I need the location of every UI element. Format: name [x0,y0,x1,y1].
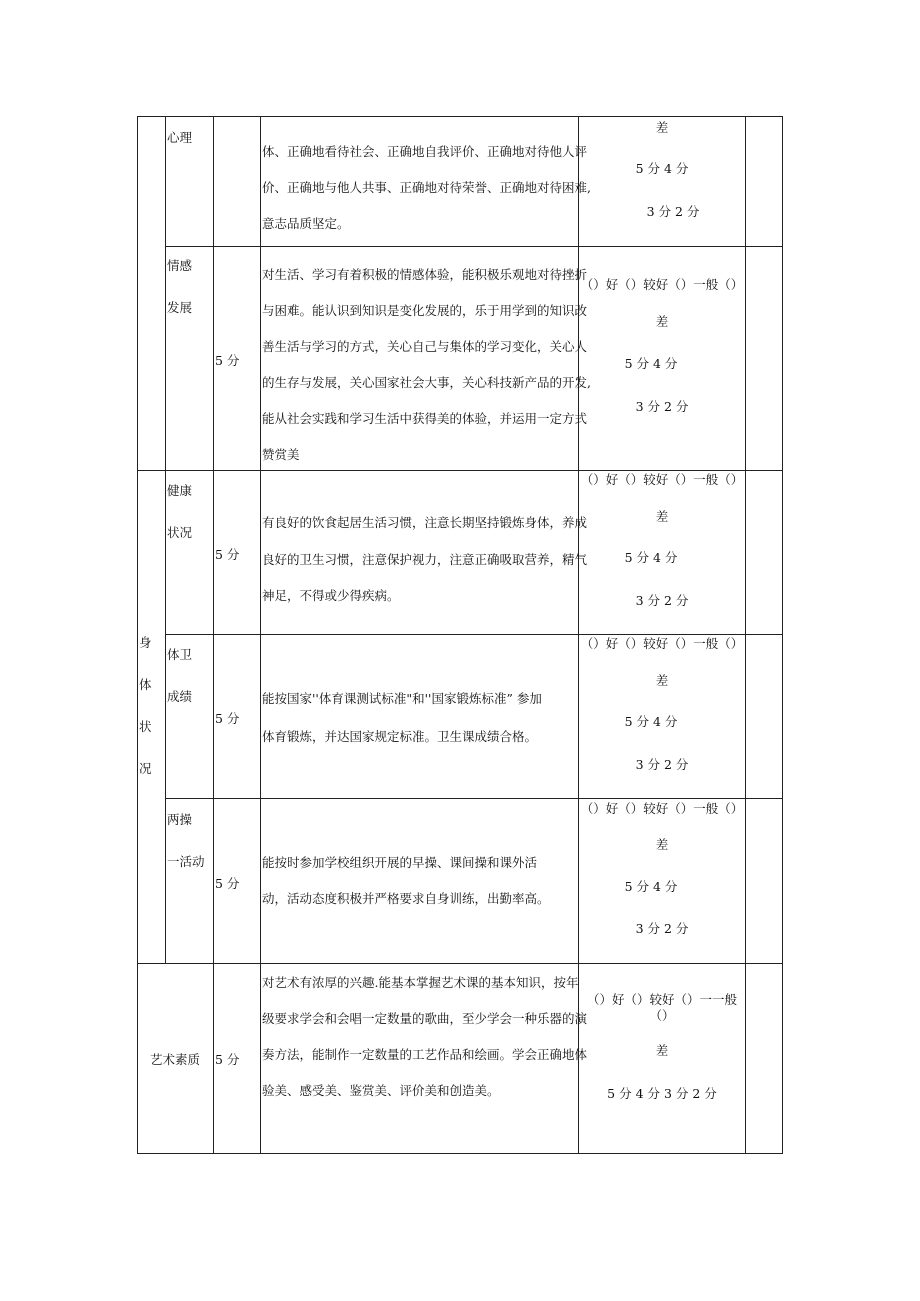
item-description-line: 体、正确地看待社会、正确地自我评价、正确地对待他人评 [262,144,588,159]
item-description-line: 验美、感受美、鉴赏美、评价美和创造美。 [262,1083,500,1098]
rating-line: 差 [655,120,669,135]
item-description-line: 对艺术有浓厚的兴趣.能基本掌握艺术课的基本知识，按年 [262,975,579,990]
rating-line: 3 分 2 分 [646,204,700,219]
row-divider [165,246,783,247]
item-name: 发展 [167,300,193,315]
column-divider [165,116,166,964]
rating-line: （） [649,1008,675,1023]
rating-line: （）好（）较好（）一般（） [580,277,744,292]
item-score: 5 分 [215,1052,240,1067]
item-description-line: 价、正确地与他人共事、正确地对待荣誉、正确地对待困难, [262,180,591,195]
rating-line: 差 [655,837,669,852]
rating-line: 差 [655,314,669,329]
rating-line: 5 分 4 分 [624,714,678,729]
item-description-line: 赞赏美 [262,447,300,462]
rating-line: （）好（）较好（）一般（） [580,472,744,487]
item-description-line: 级要求学会和会唱一定数量的歌曲，至少学会一种乐器的演 [262,1011,588,1026]
item-name: 艺术素质 [149,1052,200,1067]
item-score: 5 分 [215,353,240,368]
table-border-top [137,116,783,117]
item-name: 一活动 [167,854,205,869]
item-description-line: 善生活与学习的方式，关心自己与集体的学习变化，关心人 [262,339,588,354]
rating-line: （）好（）较好（）一一般 [586,992,737,1007]
table-border-left [137,116,138,1154]
row-divider [165,798,783,799]
rating-line: 5 分 4 分 [624,356,678,371]
item-description-line: 意志品质坚定。 [262,216,350,231]
item-name: 情感 [167,258,193,273]
rating-line: 3 分 2 分 [635,399,689,414]
column-divider [260,116,261,1154]
rating-line: 差 [655,1043,669,1058]
item-description-line: 良好的卫生习惯，注意保护视力，注意正确吸取营养，精气 [262,552,588,567]
item-description-line: 对生活、学习有着积极的情感体验，能积极乐观地对待挫折 [262,267,588,282]
item-name: 心理 [167,130,193,145]
item-name: 状况 [167,525,193,540]
item-score: 5 分 [215,547,240,562]
rating-line: 3 分 2 分 [635,593,689,608]
rating-line: 5 分 4 分 [635,161,689,176]
item-name: 成绩 [167,689,193,704]
rating-line: 差 [655,509,669,524]
group-label-char: 体 [139,677,152,692]
table-border-right [782,116,783,1154]
group-label-char: 身 [139,635,152,650]
item-description-line: 体育锻炼，并达国家规定标准。卫生课成绩合格。 [262,729,538,744]
table-border-bottom [137,1153,783,1154]
rating-line: 5 分 4 分 [624,879,678,894]
rating-line: （）好（）较好（）一般（） [580,636,744,651]
item-description-line: 动，活动态度积极并严格要求自身训练，出勤率高。 [262,891,550,906]
column-divider [213,116,214,1154]
item-description-line: 与困难。能认识到知识是变化发展的，乐于用学到的知识改 [262,303,588,318]
item-name: 体卫 [167,647,193,662]
rating-line: 3 分 2 分 [635,757,689,772]
item-description-line: 神足，不得或少得疾病。 [262,588,400,603]
item-name: 两操 [167,812,193,827]
rating-line: 5 分 4 分 [624,550,678,565]
item-score: 5 分 [215,876,240,891]
item-description-line: 能按国家''体育课测试标准"和''国家锻炼标准” 参加 [262,691,542,706]
column-divider [745,116,746,1154]
item-description-line: 有良好的饮食起居生活习惯，注意长期坚持锻炼身体，养成 [262,515,588,530]
group-label-char: 状 [139,719,152,734]
rating-line: 3 分 2 分 [635,921,689,936]
rating-line: 5 分 4 分 3 分 2 分 [607,1086,717,1101]
group-label-char: 况 [139,761,152,776]
item-description-line: 能从社会实践和学习生活中获得美的体验，并运用一定方式 [262,411,588,426]
item-description-line: 奏方法，能制作一定数量的工艺作品和绘画。学会正确地体 [262,1047,588,1062]
item-description-line: 能按时参加学校组织开展的早操、课间操和课外活 [262,855,538,870]
item-description-line: 的生存与发展，关心国家社会大事，关心科技新产品的开发, [262,375,591,390]
item-score: 5 分 [215,711,240,726]
rating-line: （）好（）较好（）一般（） [580,801,744,816]
item-name: 健康 [167,483,193,498]
row-divider [137,963,783,964]
rating-line: 差 [655,673,669,688]
